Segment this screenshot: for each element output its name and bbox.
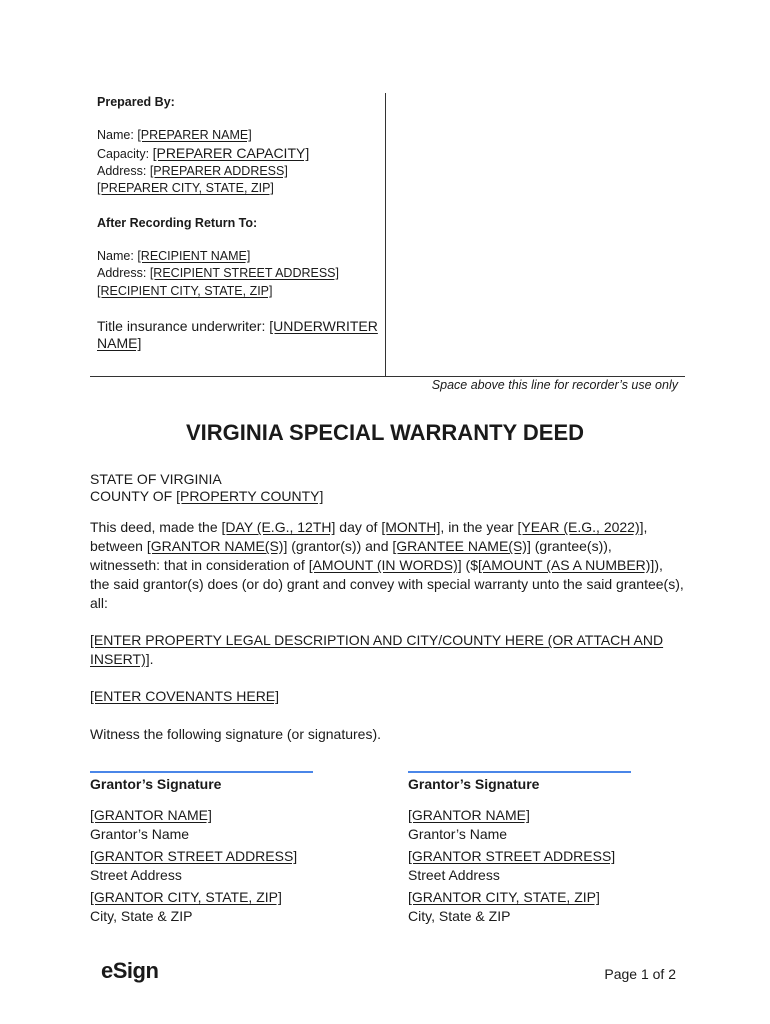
amount-number-field[interactable]: [AMOUNT (AS A NUMBER)]	[478, 557, 655, 573]
deed-text: witnesseth: that in consideration of	[90, 557, 309, 573]
page-number: Page 1 of 2	[604, 966, 676, 982]
amount-words-field[interactable]: [AMOUNT (IN WORDS)]	[308, 557, 462, 573]
grantor-street-label-2: Street Address	[408, 867, 500, 883]
grantor-street-label: Street Address	[90, 867, 182, 883]
grantor-city-field[interactable]: [GRANTOR CITY, STATE, ZIP]	[90, 889, 282, 905]
deed-text: ),	[654, 557, 663, 573]
legal-description	[90, 631, 690, 669]
grantor-city-block-2	[408, 888, 600, 926]
deed-text: (grantee(s)),	[530, 538, 612, 554]
grantor-name-block	[90, 806, 212, 844]
month-field[interactable]: [MONTH]	[381, 519, 441, 535]
deed-text: between	[90, 538, 147, 554]
deed-line-3	[90, 556, 690, 575]
legal-description-period: .	[149, 651, 154, 667]
day-field[interactable]: [DAY (E.G., 12TH]	[221, 519, 336, 535]
deed-text: (grantor(s)) and	[287, 538, 393, 554]
recipient-address-line	[97, 265, 339, 282]
underwriter-label: Title insurance underwriter:	[97, 318, 266, 334]
recipient-name-field[interactable]: [RECIPIENT NAME]	[137, 249, 251, 263]
covenants-field[interactable]: [ENTER COVENANTS HERE]	[90, 688, 280, 704]
grantor-name-block-2	[408, 806, 530, 844]
deed-text: ($	[461, 557, 478, 573]
recipient-city-field[interactable]: [RECIPIENT CITY, STATE, ZIP]	[97, 284, 273, 298]
grantor-street-block-2	[408, 847, 615, 885]
grantor-name-label: Grantor’s Name	[90, 826, 190, 842]
underwriter-field-line2[interactable]: NAME]	[97, 335, 142, 351]
grantor-name-field-2[interactable]: [GRANTOR NAME]	[408, 807, 530, 823]
document-title: VIRGINIA SPECIAL WARRANTY DEED	[185, 420, 585, 445]
grantor-city-field-2[interactable]: [GRANTOR CITY, STATE, ZIP]	[408, 889, 600, 905]
deed-text: day of	[335, 519, 382, 535]
return-to-heading: After Recording Return To:	[97, 216, 258, 230]
grantor-signature-line-2[interactable]	[408, 771, 631, 773]
year-field[interactable]: [YEAR (E.G., 2022)]	[517, 519, 644, 535]
preparer-capacity-line	[97, 145, 309, 163]
preparer-capacity-label: Capacity:	[97, 147, 150, 161]
legal-description-field-line1[interactable]: [ENTER PROPERTY LEGAL DESCRIPTION AND CITY/COUNTY HERE (OR ATTACH AND	[90, 632, 664, 648]
state-line: STATE OF VIRGINIA	[90, 471, 222, 487]
grantor-street-field[interactable]: [GRANTOR STREET ADDRESS]	[90, 848, 298, 864]
grantor-city-block	[90, 888, 282, 926]
grantor-name-field[interactable]: [GRANTOR NAME]	[90, 807, 212, 823]
preparer-city-field[interactable]: [PREPARER CITY, STATE, ZIP]	[97, 181, 274, 195]
deed-line-2	[90, 537, 690, 556]
deed-line-1	[90, 518, 690, 537]
county-line	[90, 487, 323, 506]
county-label: COUNTY OF	[90, 488, 173, 504]
deed-line-5: all:	[90, 595, 108, 611]
deed-text: , in the year	[440, 519, 518, 535]
deed-text: ,	[643, 519, 648, 535]
preparer-name-label: Name:	[97, 128, 134, 142]
preparer-city-line	[97, 180, 274, 197]
deed-text: This deed, made the	[90, 519, 222, 535]
preparer-address-field[interactable]: [PREPARER ADDRESS]	[149, 164, 288, 178]
recipient-city-line	[97, 283, 273, 300]
preparer-address-line	[97, 163, 288, 180]
preparer-name-line	[97, 127, 252, 144]
grantor-name-label-2: Grantor’s Name	[408, 826, 508, 842]
deed-paragraph	[90, 518, 690, 613]
grantor-signature-line[interactable]	[90, 771, 313, 773]
legal-description-field-line2[interactable]: INSERT)]	[90, 651, 150, 667]
grantor-street-field-2[interactable]: [GRANTOR STREET ADDRESS]	[408, 848, 616, 864]
grantor-street-block	[90, 847, 297, 885]
underwriter-block	[97, 318, 382, 352]
underwriter-field-line1[interactable]: [UNDERWRITER	[269, 318, 378, 334]
recipient-address-field[interactable]: [RECIPIENT STREET ADDRESS]	[149, 266, 339, 280]
grantor-signature-label: Grantor’s Signature	[90, 776, 222, 792]
recorder-note: Space above this line for recorder’s use only	[431, 378, 678, 392]
deed-line-4: the said grantor(s) does (or do) grant and convey with special warranty unto the said grantee(s),	[90, 576, 684, 592]
grantor-city-label-2: City, State & ZIP	[408, 908, 511, 924]
recorder-divider	[90, 376, 685, 377]
county-field[interactable]: [PROPERTY COUNTY]	[176, 488, 324, 504]
covenants-line	[90, 687, 279, 706]
recipient-name-line	[97, 248, 250, 265]
grantor-city-label: City, State & ZIP	[90, 908, 193, 924]
prepared-by-heading: Prepared By:	[97, 95, 175, 109]
grantor-names-field[interactable]: [GRANTOR NAME(S)]	[146, 538, 288, 554]
recipient-name-label: Name:	[97, 249, 134, 263]
preparer-name-field[interactable]: [PREPARER NAME]	[137, 128, 252, 142]
grantee-names-field[interactable]: [GRANTEE NAME(S)]	[392, 538, 531, 554]
witness-statement: Witness the following signature (or signatures).	[90, 726, 382, 742]
recipient-address-label: Address:	[97, 266, 147, 280]
grantor-signature-label-2: Grantor’s Signature	[408, 776, 540, 792]
preparer-address-label: Address:	[97, 164, 147, 178]
esign-logo: eSign	[101, 958, 159, 983]
preparer-capacity-field[interactable]: [PREPARER CAPACITY]	[152, 145, 310, 161]
